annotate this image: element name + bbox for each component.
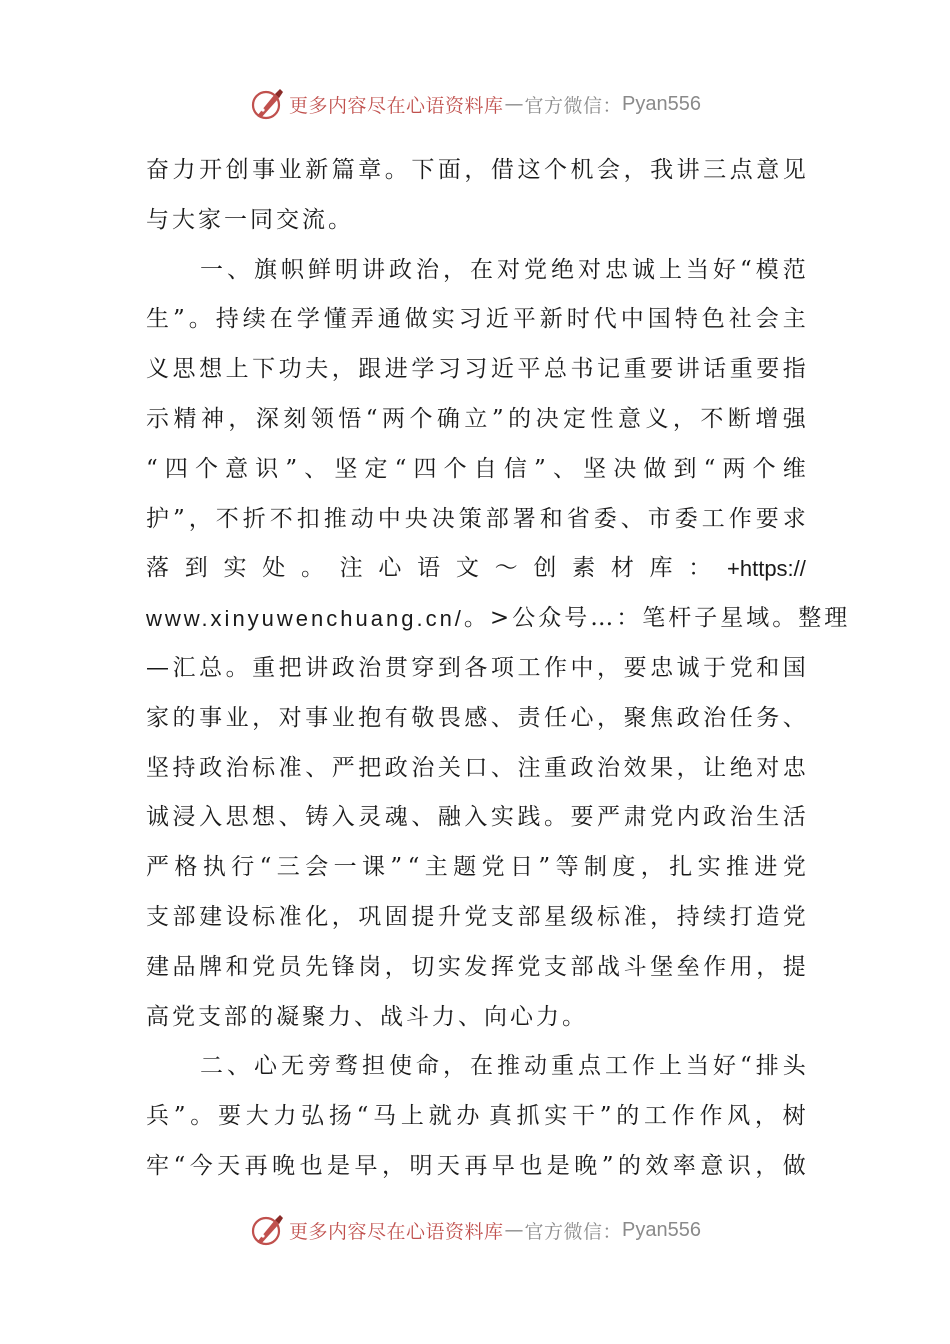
- text-line: 建 品 牌 和 党 员 先 锋 岗 ， 切 实 发 挥 党 支 部 战 斗 堡 垒 作 用 ， 提: [146, 953, 806, 980]
- document-body: [146, 146, 851, 1192]
- line-text: 。>公众号…：笔杆子星域。整理: [463, 605, 851, 632]
- text-line: 奋 力 开 创 事 业 新 篇 章 。 下 面 ， 借 这 个 机 会 ， 我 讲 三 点 意 见: [146, 157, 806, 183]
- text-line: 坚 持 政 治 标 准 、 严 把 政 治 关 口 、 注 重 政 治 效 果 ， 让 绝 对 忠: [146, 754, 806, 781]
- text-line: 严 格 执 行 “ 三 会 一 课 ” “ 主 题 党 日 ” 等 制 度 ， 扎 实 推 进 党: [146, 854, 806, 881]
- text-line: 兵 ” 。 要 大 力 弘 扬 “ 马 上 就 办 真 抓 实 干 ” 的 工 作 作 风 ， 树: [146, 1103, 806, 1130]
- text-line: 支 部 建 设 标 准 化 ， 巩 固 提 升 党 支 部 星 级 标 准 ， 持 续 打 造 党: [146, 903, 806, 930]
- text-line: 诚 浸 入 思 想 、 铸 入 灵 魂 、 融 入 实 践 。 要 严 肃 党 内 政 治 生 活: [146, 804, 806, 831]
- text-line: [146, 594, 851, 644]
- footer-banner: [0, 1210, 950, 1250]
- line-text: 高党支部的凝聚力、战斗力、向心力。: [146, 1003, 588, 1030]
- text-line: [146, 993, 806, 1043]
- separator-dash: —: [504, 93, 524, 115]
- wechat-label: 官方微信：: [524, 1220, 623, 1243]
- text-line: 一 、 旗 帜 鲜 明 讲 政 治 ， 在 对 党 绝 对 忠 诚 上 当 好 “ 模 范: [200, 256, 806, 283]
- wechat-id: Pyan556: [622, 92, 701, 115]
- separator-dash: —: [504, 1219, 524, 1241]
- url-fragment: +https://: [727, 556, 806, 582]
- line-text: 与大家一同交流。: [146, 206, 354, 233]
- wechat-label: 官方微信：: [524, 94, 623, 117]
- text-line: 示 精 神 ， 深 刻 领 悟 “ 两 个 确 立 ” 的 决 定 性 意 义 ， 不 断 增 强: [146, 405, 806, 432]
- text-line: 二 、 心 无 旁 骛 担 使 命 ， 在 推 动 重 点 工 作 上 当 好 “ 排 头: [200, 1053, 806, 1080]
- text-line: 义 思 想 上 下 功 夫 ， 跟 进 学 习 习 近 平 总 书 记 重 要 讲 话 重 要 指: [146, 356, 806, 383]
- promo-text: 更多内容尽在心语资料库: [289, 1220, 504, 1243]
- url-fragment: www.xinyuwenchuang.cn/: [146, 606, 464, 632]
- header-banner: [0, 84, 950, 124]
- text-line: [146, 196, 806, 246]
- wechat-id: Pyan556: [622, 1218, 701, 1241]
- promo-text: 更多内容尽在心语资料库: [289, 94, 504, 117]
- text-line: 护 ” ， 不 折 不 扣 推 动 中 央 决 策 部 署 和 省 委 、 市 委 工 作 要 求: [146, 505, 806, 532]
- pen-nib-circle-icon: [249, 1212, 285, 1248]
- pen-nib-circle-icon: [249, 86, 285, 122]
- text-line: 落 到 实 处 。 注 心 语 文 ～ 创 素 材 库 ： +https://: [146, 544, 806, 594]
- text-line: 生 ” 。 持 续 在 学 懂 弄 通 做 实 习 近 平 新 时 代 中 国 特 色 社 会 主: [146, 306, 806, 333]
- text-line: “ 四 个 意 识 ” 、 坚 定 “ 四 个 自 信 ” 、 坚 决 做 到 “ 两 个 维: [146, 455, 806, 482]
- text-line: — 汇 总 。 重 把 讲 政 治 贯 穿 到 各 项 工 作 中 ， 要 忠 诚 于 党 和 国: [146, 654, 806, 681]
- text-line: 牢 “ 今 天 再 晚 也 是 早 ， 明 天 再 早 也 是 晚 ” 的 效 率 意 识 ， 做: [146, 1152, 806, 1179]
- text-line: 家 的 事 业 ， 对 事 业 抱 有 敬 畏 感 、 责 任 心 ， 聚 焦 政 治 任 务 、: [146, 704, 806, 731]
